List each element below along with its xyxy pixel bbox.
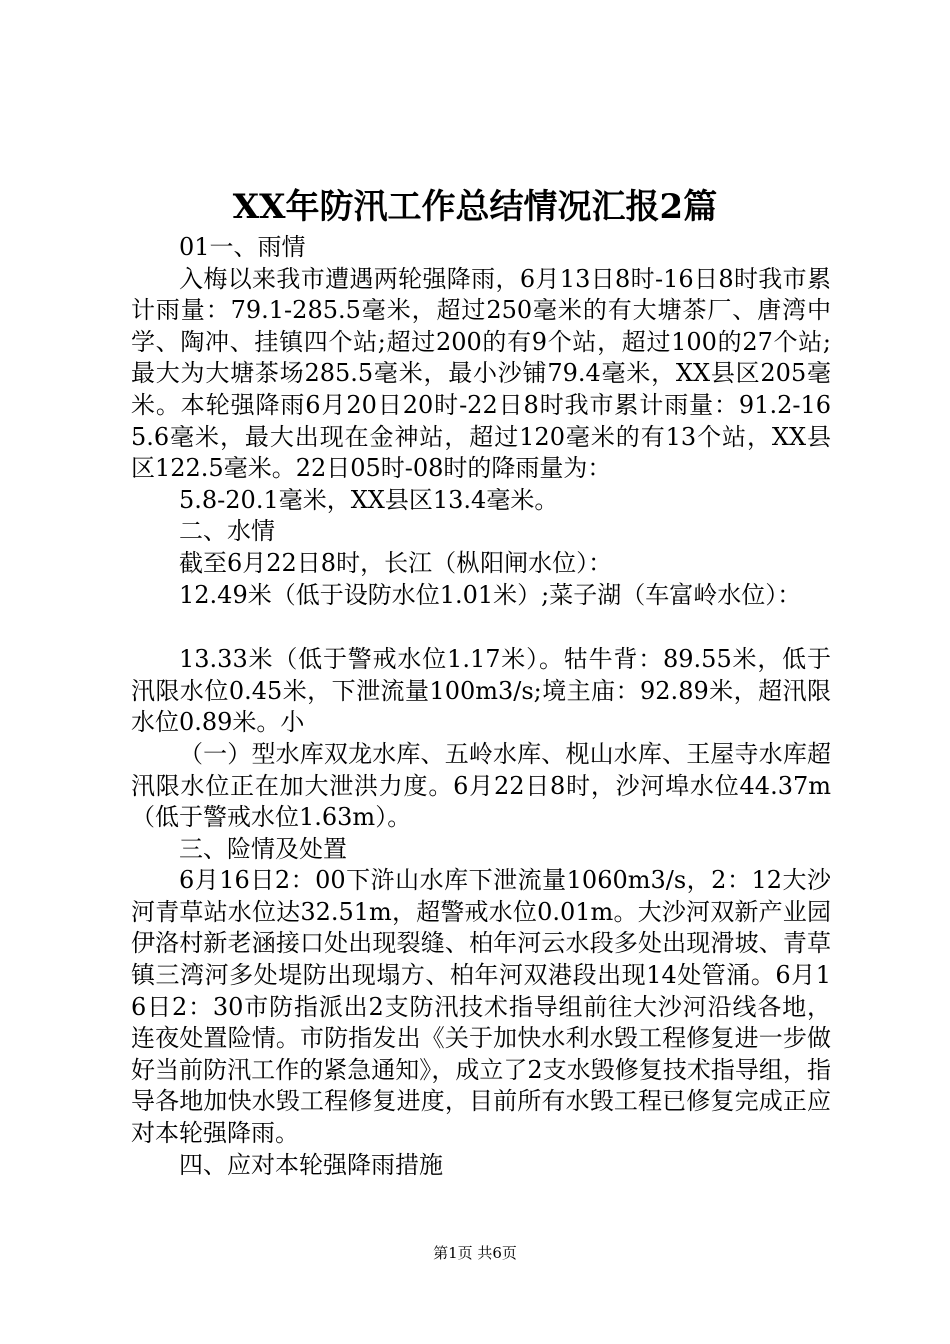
section-heading-water: 二、水情 [179,517,275,546]
section-heading-danger: 三、险情及处置 [179,834,347,863]
section-heading-rain: 01一、雨情 [179,233,306,261]
page-number-footer: 第1页 共6页 [433,1244,517,1262]
paragraph-danger-details: 6月16日2：00下浒山水库下泄流量1060m3/s，2：12大沙河青草站水位达32.51m，超警戒水位0.01m。大沙河双新产业园伊洛村新老涵接口处出现裂缝、柏年河云水段多处出现滑坡、青草镇三湾河多处堤防出现塌方、柏年河双港段出现14处管涌。6月16日2：30市防指派出2支防汛技术指导组前往大沙河沿线各地，连夜处置险情。市防指发出《关于加快水利水毁工程修复进一步做好当前防汛工作的紧急通知》，成立了2支水毁修复技术指导组，指导各地加快水毁工程修复进度，目前所有水毁工程已修复完成正应对本轮强降雨。 [131,866,831,1148]
paragraph-water-date: 截至6月22日8时，长江（枞阳闸水位）： [179,548,613,577]
paragraph-reservoir-flood: （一）型水库双龙水库、五岭水库、枧山水库、王屋寺水库超汛限水位正在加大泄洪力度。6月22日8时，沙河埠水位44.37m（低于警戒水位1.63m）。 [131,739,831,832]
paragraph-rain-details: 入梅以来我市遭遇两轮强降雨，6月13日8时-16日8时我市累计雨量：79.1-285.5毫米，超过250毫米的有大塘茶厂、唐湾中学、陶冲、挂镇四个站;超过200的有9个站，超过100的27个站;最大为大塘茶场285.5毫米，最小沙铺79.4毫米，XX县区205毫米。本轮强降雨6月20日20时-22日8时我市累计雨量：91.2-165.6毫米，最大出现在金神站，超过120毫米的有13个站，XX县区122.5毫米。22日05时-08时的降雨量为： [131,264,831,483]
paragraph-reservoir-levels: 13.33米（低于警戒水位1.17米）。牯牛背：89.55米，低于汛限水位0.45米，下泄流量100m3/s;境主庙：92.89米，超汛限水位0.89米。小 [131,645,831,737]
paragraph-rain-amount: 5.8-20.1毫米，XX县区13.4毫米。 [179,485,559,514]
document-body [131,232,831,1181]
section-heading-measures: 四、应对本轮强降雨措施 [179,1150,443,1179]
document-title: XX年防汛工作总结情况汇报2篇 [232,187,718,227]
paragraph-water-levels: 12.49米（低于设防水位1.01米）;菜子湖（车富岭水位）： [179,580,802,609]
